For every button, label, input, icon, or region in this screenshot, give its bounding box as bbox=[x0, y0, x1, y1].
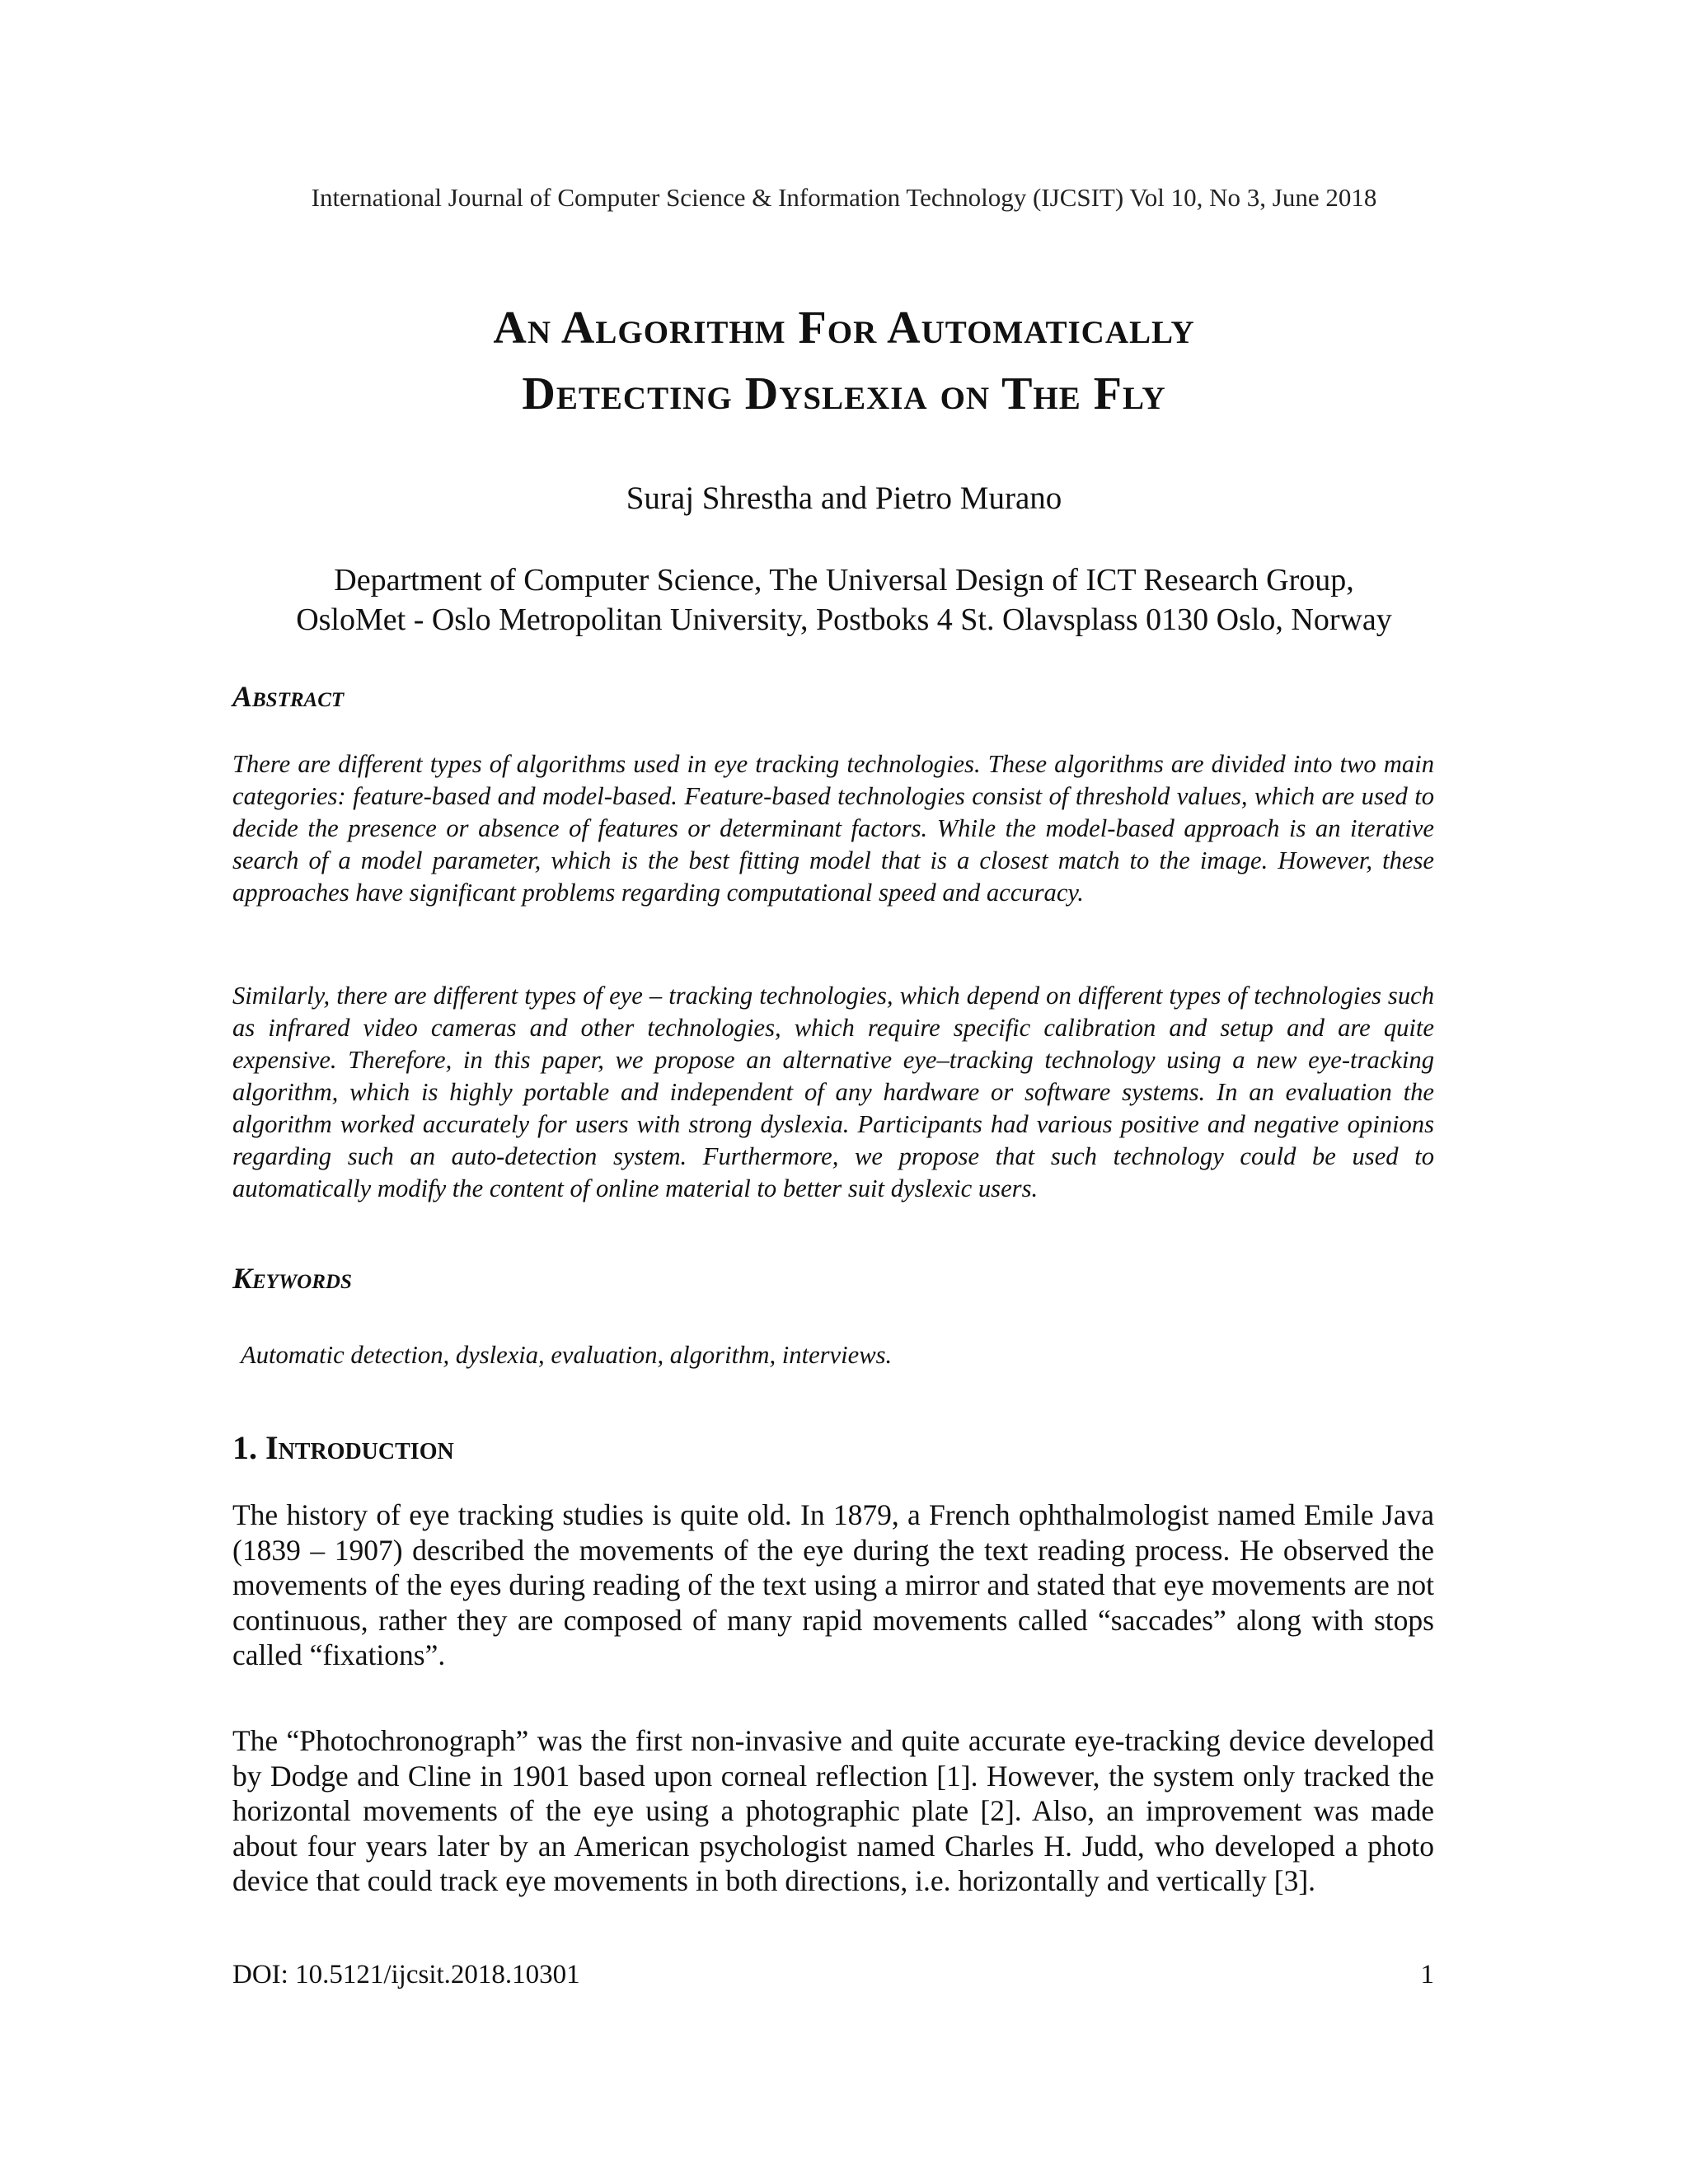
keywords-heading: Keywords bbox=[232, 1262, 352, 1295]
authors: Suraj Shrestha and Pietro Murano bbox=[626, 480, 1062, 516]
title-line-1: An Algorithm For Automatically bbox=[493, 302, 1195, 354]
affiliation bbox=[0, 560, 1688, 640]
title-line-2: Detecting Dyslexia on The Fly bbox=[522, 368, 1166, 419]
keywords-text: Automatic detection, dyslexia, evaluation, algorithm, interviews. bbox=[241, 1341, 893, 1369]
introduction-paragraph-1: The history of eye tracking studies is quite old. In 1879, a French ophthalmologist named Emile Java (1839 – 1907) described the movements of the eye during the text reading process. He observed the movements of the eyes during reading of the text using a mirror and stated that eye movements are not continuous, rather they are composed of many rapid movements called “saccades” along with stops called “fixations”. bbox=[232, 1498, 1434, 1671]
abstract-paragraph-2: Similarly, there are different types of eye – tracking technologies, which depend on different types of technologies such as infrared video cameras and other technologies, which require specific calibration and setup and are quite expensive. Therefore, in this paper, we propose an alternative eye–tracking technology using a new eye-tracking algorithm, which is highly portable and independent of any hardware or software systems. In an evaluation the algorithm worked accurately for users with strong dyslexia. Participants had various positive and negative opinions regarding such an auto-detection system. Furthermore, we propose that such technology could be used to automatically modify the content of online material to better suit dyslexic users. bbox=[232, 982, 1434, 1202]
paper-title bbox=[0, 295, 1688, 427]
abstract-paragraph-1: There are different types of algorithms used in eye tracking technologies. These algorithms are divided into two main categories: feature-based and model-based. Feature-based technologies consist of threshold values, which are used to decide the presence or absence of features or determinant factors. While the model-based approach is an iterative search of a model parameter, which is the best fitting model that is a closest match to the image. However, these approaches have significant problems regarding computational speed and accuracy. bbox=[232, 750, 1434, 907]
page-number: 1 bbox=[1420, 1960, 1434, 1990]
abstract-heading: Abstract bbox=[232, 680, 345, 713]
introduction-heading: 1. Introduction bbox=[232, 1429, 454, 1466]
affiliation-line-2: OsloMet - Oslo Metropolitan University, Postboks 4 St. Olavsplass 0130 Oslo, Norway bbox=[296, 602, 1392, 637]
doi-footer: DOI: 10.5121/ijcsit.2018.10301 bbox=[232, 1960, 580, 1990]
affiliation-line-1: Department of Computer Science, The Universal Design of ICT Research Group, bbox=[334, 563, 1354, 598]
running-header: International Journal of Computer Science & Information Technology (IJCSIT) Vol 10, No 3, June 2018 bbox=[311, 183, 1377, 212]
introduction-paragraph-2: The “Photochronograph” was the first non-invasive and quite accurate eye-tracking device developed by Dodge and Cline in 1901 based upon corneal reflection [1]. However, the system only tracked the horizontal movements of the eye using a photographic plate [2]. Also, an improvement was made about four years later by an American psychologist named Charles H. Judd, who developed a photo device that could track eye movements in both directions, i.e. horizontally and vertically [3]. bbox=[232, 1724, 1434, 1897]
